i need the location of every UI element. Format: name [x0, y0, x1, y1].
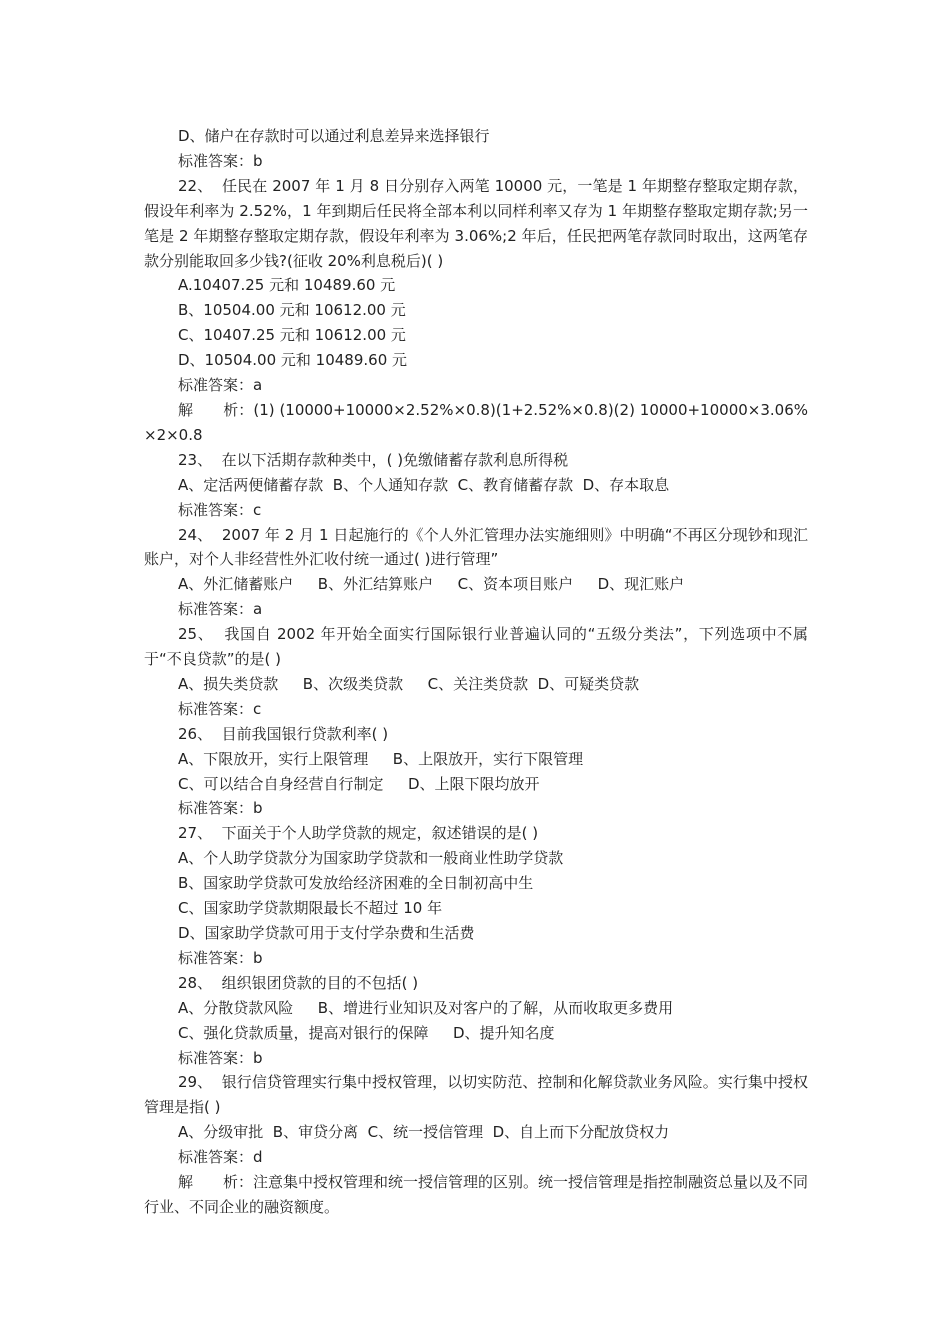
options-29: A、分级审批 B、审贷分离 C、统一授信管理 D、自上而下分配放贷权力: [178, 1123, 670, 1142]
analysis-22: 解 析：(1) (10000+10000×2.52%×0.8)(1+2.52%×0.8)(2) 10000+10000×3.06%×2×0.8: [144, 400, 808, 444]
option-c-22: C、10407.25 元和 10612.00 元: [178, 326, 406, 345]
option-d-27: D、国家助学贷款可用于支付学杂费和生活费: [178, 924, 475, 942]
question-23: 23、 在以下活期存款种类中，( )免缴储蓄存款利息所得税: [178, 450, 569, 469]
options-cd-28: C、强化贷款质量，提高对银行的保障 D、提升知名度: [178, 1023, 555, 1042]
question-27: 27、 下面关于个人助学贷款的规定，叙述错误的是( ): [178, 824, 539, 843]
question-24: 24、 2007 年 2 月 1 日起施行的《个人外汇管理办法实施细则》中明确“不再区分现钞和现汇账户，对个人非经营性外汇收付统一通过( )进行管理”: [144, 525, 808, 569]
options-cd-26: C、可以结合自身经营自行制定 D、上限下限均放开: [178, 774, 540, 793]
analysis-29: 解 析：注意集中授权管理和统一授信管理的区别。统一授信管理是指控制融资总量以及不同行业、不同企业的融资额度。: [144, 1173, 809, 1216]
options-25: A、损失类贷款 B、次级类贷款 C、关注类贷款 D、可疑类贷款: [178, 674, 640, 693]
question-28: 28、 组织银团贷款的目的不包括( ): [178, 973, 419, 992]
options-23: A、定活两便储蓄存款 B、个人通知存款 C、教育储蓄存款 D、存本取息: [178, 475, 670, 494]
answer-28: 标准答案：b: [178, 1048, 263, 1067]
document-page: [144, 124, 808, 1220]
answer-22: 标准答案：a: [178, 376, 263, 395]
option-c-27: C、国家助学贷款期限最长不超过 10 年: [178, 899, 443, 918]
answer-29: 标准答案：d: [178, 1148, 263, 1167]
option-d-22: D、10504.00 元和 10489.60 元: [178, 351, 407, 370]
answer-24: 标准答案：a: [178, 600, 263, 619]
answer-23: 标准答案：c: [178, 500, 262, 519]
option-b-27: B、国家助学贷款可发放给经济困难的全日制初高中生: [178, 874, 534, 893]
question-22: 22、 任民在 2007 年 1 月 8 日分别存入两笔 10000 元，一笔是 1 年期整存整取定期存款，假设年利率为 2.52%，1 年到期后任民将全部本利以同样利率又存为 1 年期整存整取定期存款;另一笔是 2 年期整存整取定期存款，假设年利率为 3.06%;2 年后，任民把两笔存款同时取出，这两笔存款分别能取回多少钱?(征收 20%利息税后)( ): [144, 176, 808, 270]
options-ab-26: A、下限放开，实行上限管理 B、上限放开，实行下限管理: [178, 749, 584, 768]
question-29: 29、 银行信贷管理实行集中授权管理，以切实防范、控制和化解贷款业务风险。实行集中授权管理是指( ): [144, 1073, 808, 1117]
question-25: 25、 我国自 2002 年开始全面实行国际银行业普遍认同的“五级分类法”，下列选项中不属于“不良贷款”的是( ): [144, 625, 808, 669]
question-26: 26、 目前我国银行贷款利率( ): [178, 724, 389, 743]
options-24: A、外汇储蓄账户 B、外汇结算账户 C、资本项目账户 D、现汇账户: [178, 575, 685, 594]
answer-21: 标准答案：b: [178, 151, 263, 170]
option-a-27: A、个人助学贷款分为国家助学贷款和一般商业性助学贷款: [178, 849, 564, 868]
options-ab-28: A、分散贷款风险 B、增进行业知识及对客户的了解，从而收取更多费用: [178, 998, 674, 1017]
option-a-22: A.10407.25 元和 10489.60 元: [178, 276, 396, 295]
option-b-22: B、10504.00 元和 10612.00 元: [178, 301, 406, 320]
answer-26: 标准答案：b: [178, 799, 263, 818]
option-d-21: D、储户在存款时可以通过利息差异来选择银行: [178, 127, 490, 145]
answer-27: 标准答案：b: [178, 948, 263, 967]
answer-25: 标准答案：c: [178, 699, 262, 718]
